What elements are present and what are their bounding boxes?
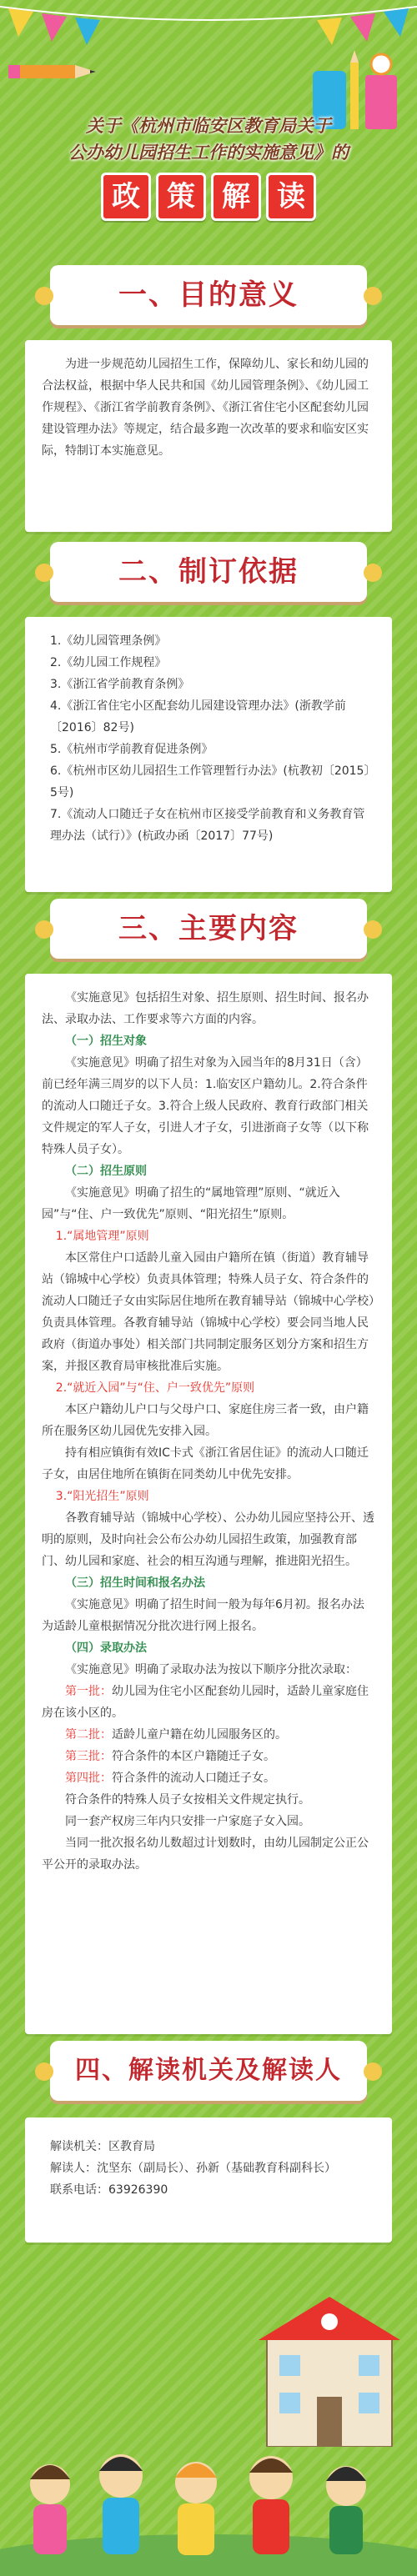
batch-label: 第三批： (65, 1750, 112, 1763)
content-paragraph: 本区常住户口适龄儿童入园由户籍所在镇（街道）教育辅导站（锦城中心学校）负责具体管理；特殊人员子女、符合条件的流动人口随迁子女由实际居住地所在教育辅导站（锦城中心学校）负责具体管理。各教育辅导站（锦城中心学校）要会同当地人民政府（街道办事处）相关部门共同制定服务区划分方案和招生方案，并报区教育局审核批准后实施。 (42, 1251, 374, 1373)
section-banner-content (50, 899, 367, 959)
content-paragraph: 各教育辅导站（锦城中心学校）、公办幼儿园应坚持公开、透明的原则，及时向社会公布公办幼儿园招生政策，加强教育部门、幼儿园和家庭、社会的相互沟通与理解，推进阳光招生。 (42, 1511, 374, 1568)
principle-heading: 3.“阳光招生”原则 (55, 1490, 149, 1503)
title-char: 策 (156, 173, 206, 221)
batch-label: 第二批： (65, 1728, 112, 1742)
basis-item: 3.《浙江省学前教育条例》 (50, 678, 190, 691)
page-header (50, 113, 367, 221)
section-title: 一、目的意义 (118, 278, 299, 312)
basis-item: 5.《杭州市学前教育促进条例》 (50, 743, 214, 756)
bunting-decoration (0, 0, 417, 50)
batch-label: 第四批： (65, 1772, 112, 1785)
subheading: （二）招生原则 (65, 1165, 147, 1178)
batch-text: 符合条件的流动人口随迁子女。 (112, 1772, 275, 1785)
content-paragraph: 持有相应镇街有效IC卡式《浙江省居住证》的流动人口随迁子女，由居住地所在镇街在同类幼儿中优先安排。 (42, 1446, 369, 1481)
batch-line (42, 1746, 375, 1767)
section-title: 四、解读机关及解读人 (75, 2056, 342, 2085)
panel-basis (25, 617, 392, 892)
section-banner-purpose (50, 265, 367, 325)
batch-text: 符合条件的本区户籍随迁子女。 (112, 1750, 275, 1763)
basis-item: 6.《杭州市区幼儿园招生工作管理暂行办法》(杭教初〔2015〕5号) (50, 764, 370, 799)
section-banner-contacts (50, 2041, 367, 2101)
basis-item: 4.《浙江省住宅小区配套幼儿园建设管理办法》(浙教学前〔2016〕82号) (50, 699, 346, 734)
panel-purpose (25, 340, 392, 532)
section-banner-basis (50, 542, 367, 602)
batch-label: 第一批： (65, 1685, 112, 1698)
title-line-2: 公办幼儿园招生工作的实施意见》的 (68, 143, 349, 163)
title-badges (50, 173, 367, 221)
basis-item: 1.《幼儿园管理条例》 (50, 634, 167, 648)
basis-item: 2.《幼儿园工作规程》 (50, 656, 167, 669)
content-paragraph: 《实施意见》明确了招生的“属地管理”原则、“就近入园”与“住、户一致优先”原则、“阳光招生”原则。 (42, 1186, 340, 1221)
subheading: （四）录取办法 (65, 1641, 147, 1655)
content-paragraph: 当同一批次报名幼儿数超过计划数时，由幼儿园制定公正公平公开的录取办法。 (42, 1837, 369, 1872)
content-paragraph: 同一套产权房三年内只安排一户家庭子女入园。 (65, 1815, 310, 1828)
content-paragraph: 本区户籍幼儿户口与父母户口、家庭住房三者一致，由户籍所在服务区幼儿园优先安排入园。 (42, 1403, 369, 1438)
content-paragraph: 《实施意见》明确了招生时间一般为每年6月初。报名办法为适龄儿童根据情况分批次进行网上报名。 (42, 1598, 364, 1633)
purpose-text: 为进一步规范幼儿园招生工作，保障幼儿、家长和幼儿园的合法权益，根据中华人民共和国《幼儿园管理条例》、《幼儿园工作规程》、《浙江省学前教育条例》、《浙江省住宅小区配套幼儿园建设管理办法》等规定，结合最多跑一次改革的要求和临安区实际，特制订本实施意见。 (42, 358, 369, 458)
batch-line (42, 1767, 375, 1789)
batch-line (42, 1724, 375, 1746)
subheading: （一）招生对象 (65, 1035, 147, 1048)
principle-heading: 1.“属地管理”原则 (55, 1230, 149, 1243)
panel-content (25, 974, 392, 2034)
content-paragraph: 《实施意见》明确了招生对象为入园当年的8月31日（含）前已经年满三周岁的以下人员：1.临安区户籍幼儿。2.符合条件的流动人口随迁子女。3.符合上级人民政府、教育行政部门相关文件规定的军人子女，引进人才子女，引进浙商子女等（以下称特殊人员子女）。 (42, 1056, 369, 1156)
title-line-1: 关于《杭州市临安区教育局关于 (86, 116, 331, 136)
contact-people: 解读人：沈坚东（副局长）、孙新（基础教育科副科长） (50, 2162, 336, 2175)
title-char: 解 (211, 173, 261, 221)
content-paragraph: 符合条件的特殊人员子女按相关文件规定执行。 (65, 1793, 310, 1807)
basis-item: 7.《流动人口随迁子女在杭州市区接受学前教育和义务教育管理办法（试行）》(杭政办函〔2017〕77号) (50, 808, 365, 843)
principle-heading: 2.“就近入园”与“住、户一致优先”原则 (55, 1381, 255, 1395)
pencil-icon (8, 58, 100, 85)
subheading: （三）招生时间和报名办法 (65, 1576, 205, 1590)
section-title: 二、制订依据 (118, 555, 299, 589)
panel-contacts (25, 2117, 392, 2243)
section-title: 三、主要内容 (118, 912, 299, 945)
school-building-illustration (250, 2288, 409, 2447)
children-illustration (0, 2443, 417, 2576)
content-paragraph: 《实施意见》明确了录取办法为按以下顺序分批次录取： (65, 1663, 357, 1676)
content-intro: 《实施意见》包括招生对象、招生原则、招生时间、报名办法、录取办法、工作要求等六方面的内容。 (42, 991, 369, 1026)
batch-text: 适龄儿童户籍在幼儿园服务区的。 (112, 1728, 287, 1742)
batch-text: 幼儿园为住宅小区配套幼儿园时，适龄儿童家庭住房在该小区的。 (42, 1685, 369, 1720)
batch-line (42, 1681, 375, 1724)
contact-org: 解读机关：区教育局 (50, 2140, 155, 2153)
title-char: 读 (266, 173, 316, 221)
contact-phone: 联系电话：63926390 (50, 2183, 168, 2197)
title-char: 政 (101, 173, 151, 221)
